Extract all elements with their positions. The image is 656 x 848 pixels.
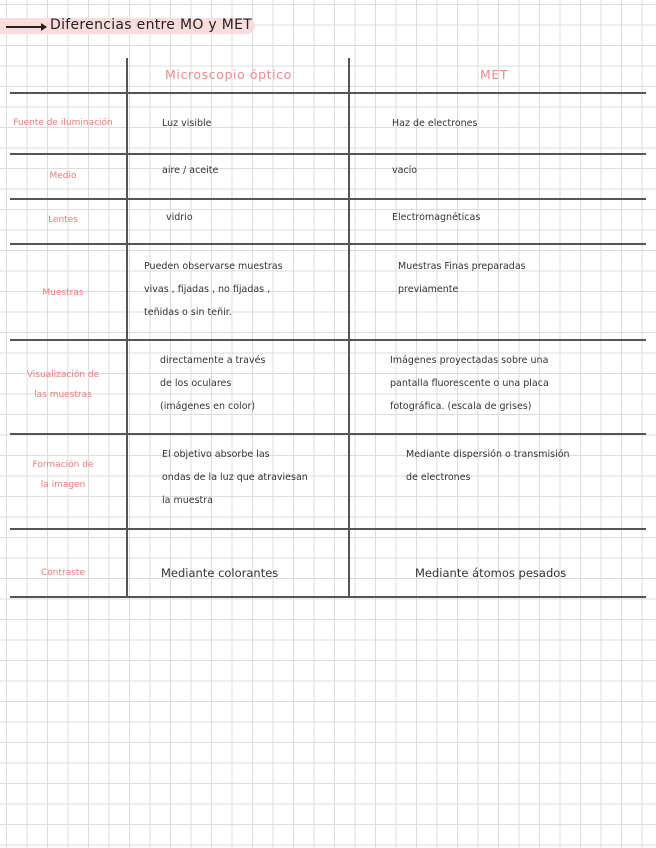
row-divider xyxy=(10,243,646,245)
column-divider xyxy=(126,58,128,598)
cell-met: vacío xyxy=(392,165,418,176)
row-label: Visualización de las muestras xyxy=(26,370,100,400)
row-label: Fuente de iluminación xyxy=(13,118,113,128)
column-divider xyxy=(348,58,350,598)
row-label: Contraste xyxy=(41,568,85,578)
cell-mo: vidrio xyxy=(166,212,193,223)
cell-met: Muestras Finas preparadas previamente xyxy=(398,261,526,295)
cell-mo: El objetivo absorbe las ondas de la luz que atraviesan la muestra xyxy=(162,449,308,506)
cell-mo: Mediante colorantes xyxy=(161,566,279,580)
cell-mo: aire / aceite xyxy=(162,165,219,176)
row-divider xyxy=(10,596,646,598)
header-mo: Microscopio óptico xyxy=(165,67,292,82)
cell-mo: Luz visible xyxy=(162,118,212,129)
page-title: Diferencias entre MO y MET xyxy=(50,17,253,33)
cell-met: Electromagnéticas xyxy=(392,212,481,223)
cell-met: Mediante átomos pesados xyxy=(415,566,567,580)
row-divider xyxy=(10,92,646,94)
cell-mo: directamente a través de los oculares (imágenes en color) xyxy=(160,355,266,412)
cell-met: Mediante dispersión o transmisión de electrones xyxy=(406,449,570,483)
arrow-right-icon xyxy=(6,26,46,28)
row-label: Formación de la imagen xyxy=(32,460,94,490)
row-divider xyxy=(10,528,646,530)
cell-met: Imágenes proyectadas sobre una pantalla fluorescente o una placa fotográfica. (escala de grises) xyxy=(390,355,549,412)
row-label: Medio xyxy=(49,171,77,181)
cell-mo: Pueden observarse muestras vivas , fijadas , no fijadas , teñidas o sin teñir. xyxy=(144,261,283,318)
row-divider xyxy=(10,433,646,435)
header-met: MET xyxy=(480,67,509,82)
row-divider xyxy=(10,198,646,200)
row-label: Muestras xyxy=(42,288,84,298)
row-divider xyxy=(10,339,646,341)
cell-met: Haz de electrones xyxy=(392,118,478,129)
row-divider xyxy=(10,153,646,155)
row-label: Lentes xyxy=(48,215,78,225)
